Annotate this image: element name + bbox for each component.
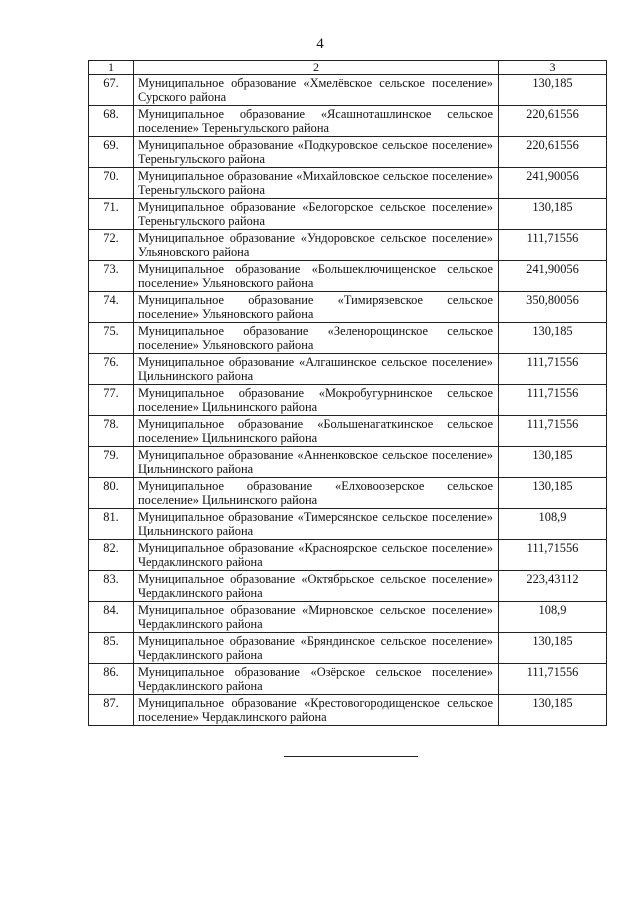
municipal-table (88, 60, 607, 726)
row-value: 223,43112 (499, 571, 607, 602)
table-row (89, 602, 607, 633)
row-value: 111,71556 (499, 385, 607, 416)
table-row (89, 75, 607, 106)
table-row (89, 292, 607, 323)
table-row (89, 416, 607, 447)
row-name: Муниципальное образование «Красноярское сельское поселение» Чердаклинского района (134, 540, 499, 571)
row-value: 130,185 (499, 478, 607, 509)
row-name: Муниципальное образование «Бряндинское сельское поселение» Чердаклинского района (134, 633, 499, 664)
row-number: 84. (89, 602, 134, 633)
row-number: 71. (89, 199, 134, 230)
row-name: Муниципальное образование «Подкуровское сельское поселение» Тереньгульского района (134, 137, 499, 168)
row-name: Муниципальное образование «Тимирязевское сельское поселение» Ульяновского района (134, 292, 499, 323)
row-number: 74. (89, 292, 134, 323)
table-row (89, 168, 607, 199)
table-row (89, 230, 607, 261)
table-row (89, 664, 607, 695)
row-number: 73. (89, 261, 134, 292)
table-row (89, 385, 607, 416)
row-name: Муниципальное образование «Михайловское сельское поселение» Тереньгульского района (134, 168, 499, 199)
row-name: Муниципальное образование «Зеленорощинское сельское поселение» Ульяновского района (134, 323, 499, 354)
row-number: 78. (89, 416, 134, 447)
row-name: Муниципальное образование «Алгашинское сельское поселение» Цильнинского района (134, 354, 499, 385)
table-row (89, 447, 607, 478)
row-name: Муниципальное образование «Белогорское сельское поселение» Тереньгульского района (134, 199, 499, 230)
row-value: 111,71556 (499, 664, 607, 695)
table-row (89, 540, 607, 571)
row-number: 87. (89, 695, 134, 726)
row-name: Муниципальное образование «Елховоозерское сельское поселение» Цильнинского района (134, 478, 499, 509)
row-value: 111,71556 (499, 540, 607, 571)
row-number: 85. (89, 633, 134, 664)
row-number: 69. (89, 137, 134, 168)
header-row (89, 61, 607, 75)
row-value: 108,9 (499, 602, 607, 633)
table-row (89, 354, 607, 385)
row-name: Муниципальное образование «Мокробугурнинское сельское поселение» Цильнинского района (134, 385, 499, 416)
row-name: Муниципальное образование «Октябрьское сельское поселение» Чердаклинского района (134, 571, 499, 602)
table-row (89, 633, 607, 664)
table-row (89, 695, 607, 726)
row-value: 111,71556 (499, 354, 607, 385)
row-name: Муниципальное образование «Хмелёвское сельское поселение» Сурского района (134, 75, 499, 106)
row-value: 130,185 (499, 633, 607, 664)
table-row (89, 509, 607, 540)
row-value: 108,9 (499, 509, 607, 540)
table-row (89, 571, 607, 602)
table-row (89, 261, 607, 292)
row-number: 82. (89, 540, 134, 571)
row-number: 70. (89, 168, 134, 199)
row-number: 81. (89, 509, 134, 540)
row-name: Муниципальное образование «Озёрское сельское поселение» Чердаклинского района (134, 664, 499, 695)
row-number: 72. (89, 230, 134, 261)
row-number: 79. (89, 447, 134, 478)
row-value: 350,80056 (499, 292, 607, 323)
closing-rule (284, 756, 418, 757)
row-number: 76. (89, 354, 134, 385)
row-number: 67. (89, 75, 134, 106)
row-value: 111,71556 (499, 416, 607, 447)
row-value: 220,61556 (499, 137, 607, 168)
table-row (89, 106, 607, 137)
row-value: 241,90056 (499, 168, 607, 199)
table-body (89, 75, 607, 726)
table-row (89, 137, 607, 168)
row-value: 130,185 (499, 695, 607, 726)
row-name: Муниципальное образование «Ундоровское сельское поселение» Ульяновского района (134, 230, 499, 261)
table-row (89, 478, 607, 509)
row-number: 77. (89, 385, 134, 416)
row-value: 111,71556 (499, 230, 607, 261)
row-value: 241,90056 (499, 261, 607, 292)
row-name: Муниципальное образование «Крестовогородищенское сельское поселение» Чердаклинского района (134, 695, 499, 726)
row-value: 130,185 (499, 323, 607, 354)
row-value: 130,185 (499, 75, 607, 106)
page-number: 4 (316, 36, 324, 52)
table-row (89, 199, 607, 230)
row-value: 220,61556 (499, 106, 607, 137)
row-name: Муниципальное образование «Большенагаткинское сельское поселение» Цильнинского района (134, 416, 499, 447)
row-name: Муниципальное образование «Ясашноташлинское сельское поселение» Тереньгульского района (134, 106, 499, 137)
row-name: Муниципальное образование «Анненковское сельское поселение» Цильнинского района (134, 447, 499, 478)
row-name: Муниципальное образование «Тимерсянское сельское поселение» Цильнинского района (134, 509, 499, 540)
row-number: 80. (89, 478, 134, 509)
row-value: 130,185 (499, 447, 607, 478)
header-col-1: 1 (89, 61, 134, 75)
row-number: 86. (89, 664, 134, 695)
row-number: 75. (89, 323, 134, 354)
row-name: Муниципальное образование «Большеключищенское сельское поселение» Ульяновского района (134, 261, 499, 292)
header-col-2: 2 (134, 61, 499, 75)
header-col-3: 3 (499, 61, 607, 75)
table-row (89, 323, 607, 354)
row-value: 130,185 (499, 199, 607, 230)
row-number: 68. (89, 106, 134, 137)
row-name: Муниципальное образование «Мирновское сельское поселение» Чердаклинского района (134, 602, 499, 633)
row-number: 83. (89, 571, 134, 602)
